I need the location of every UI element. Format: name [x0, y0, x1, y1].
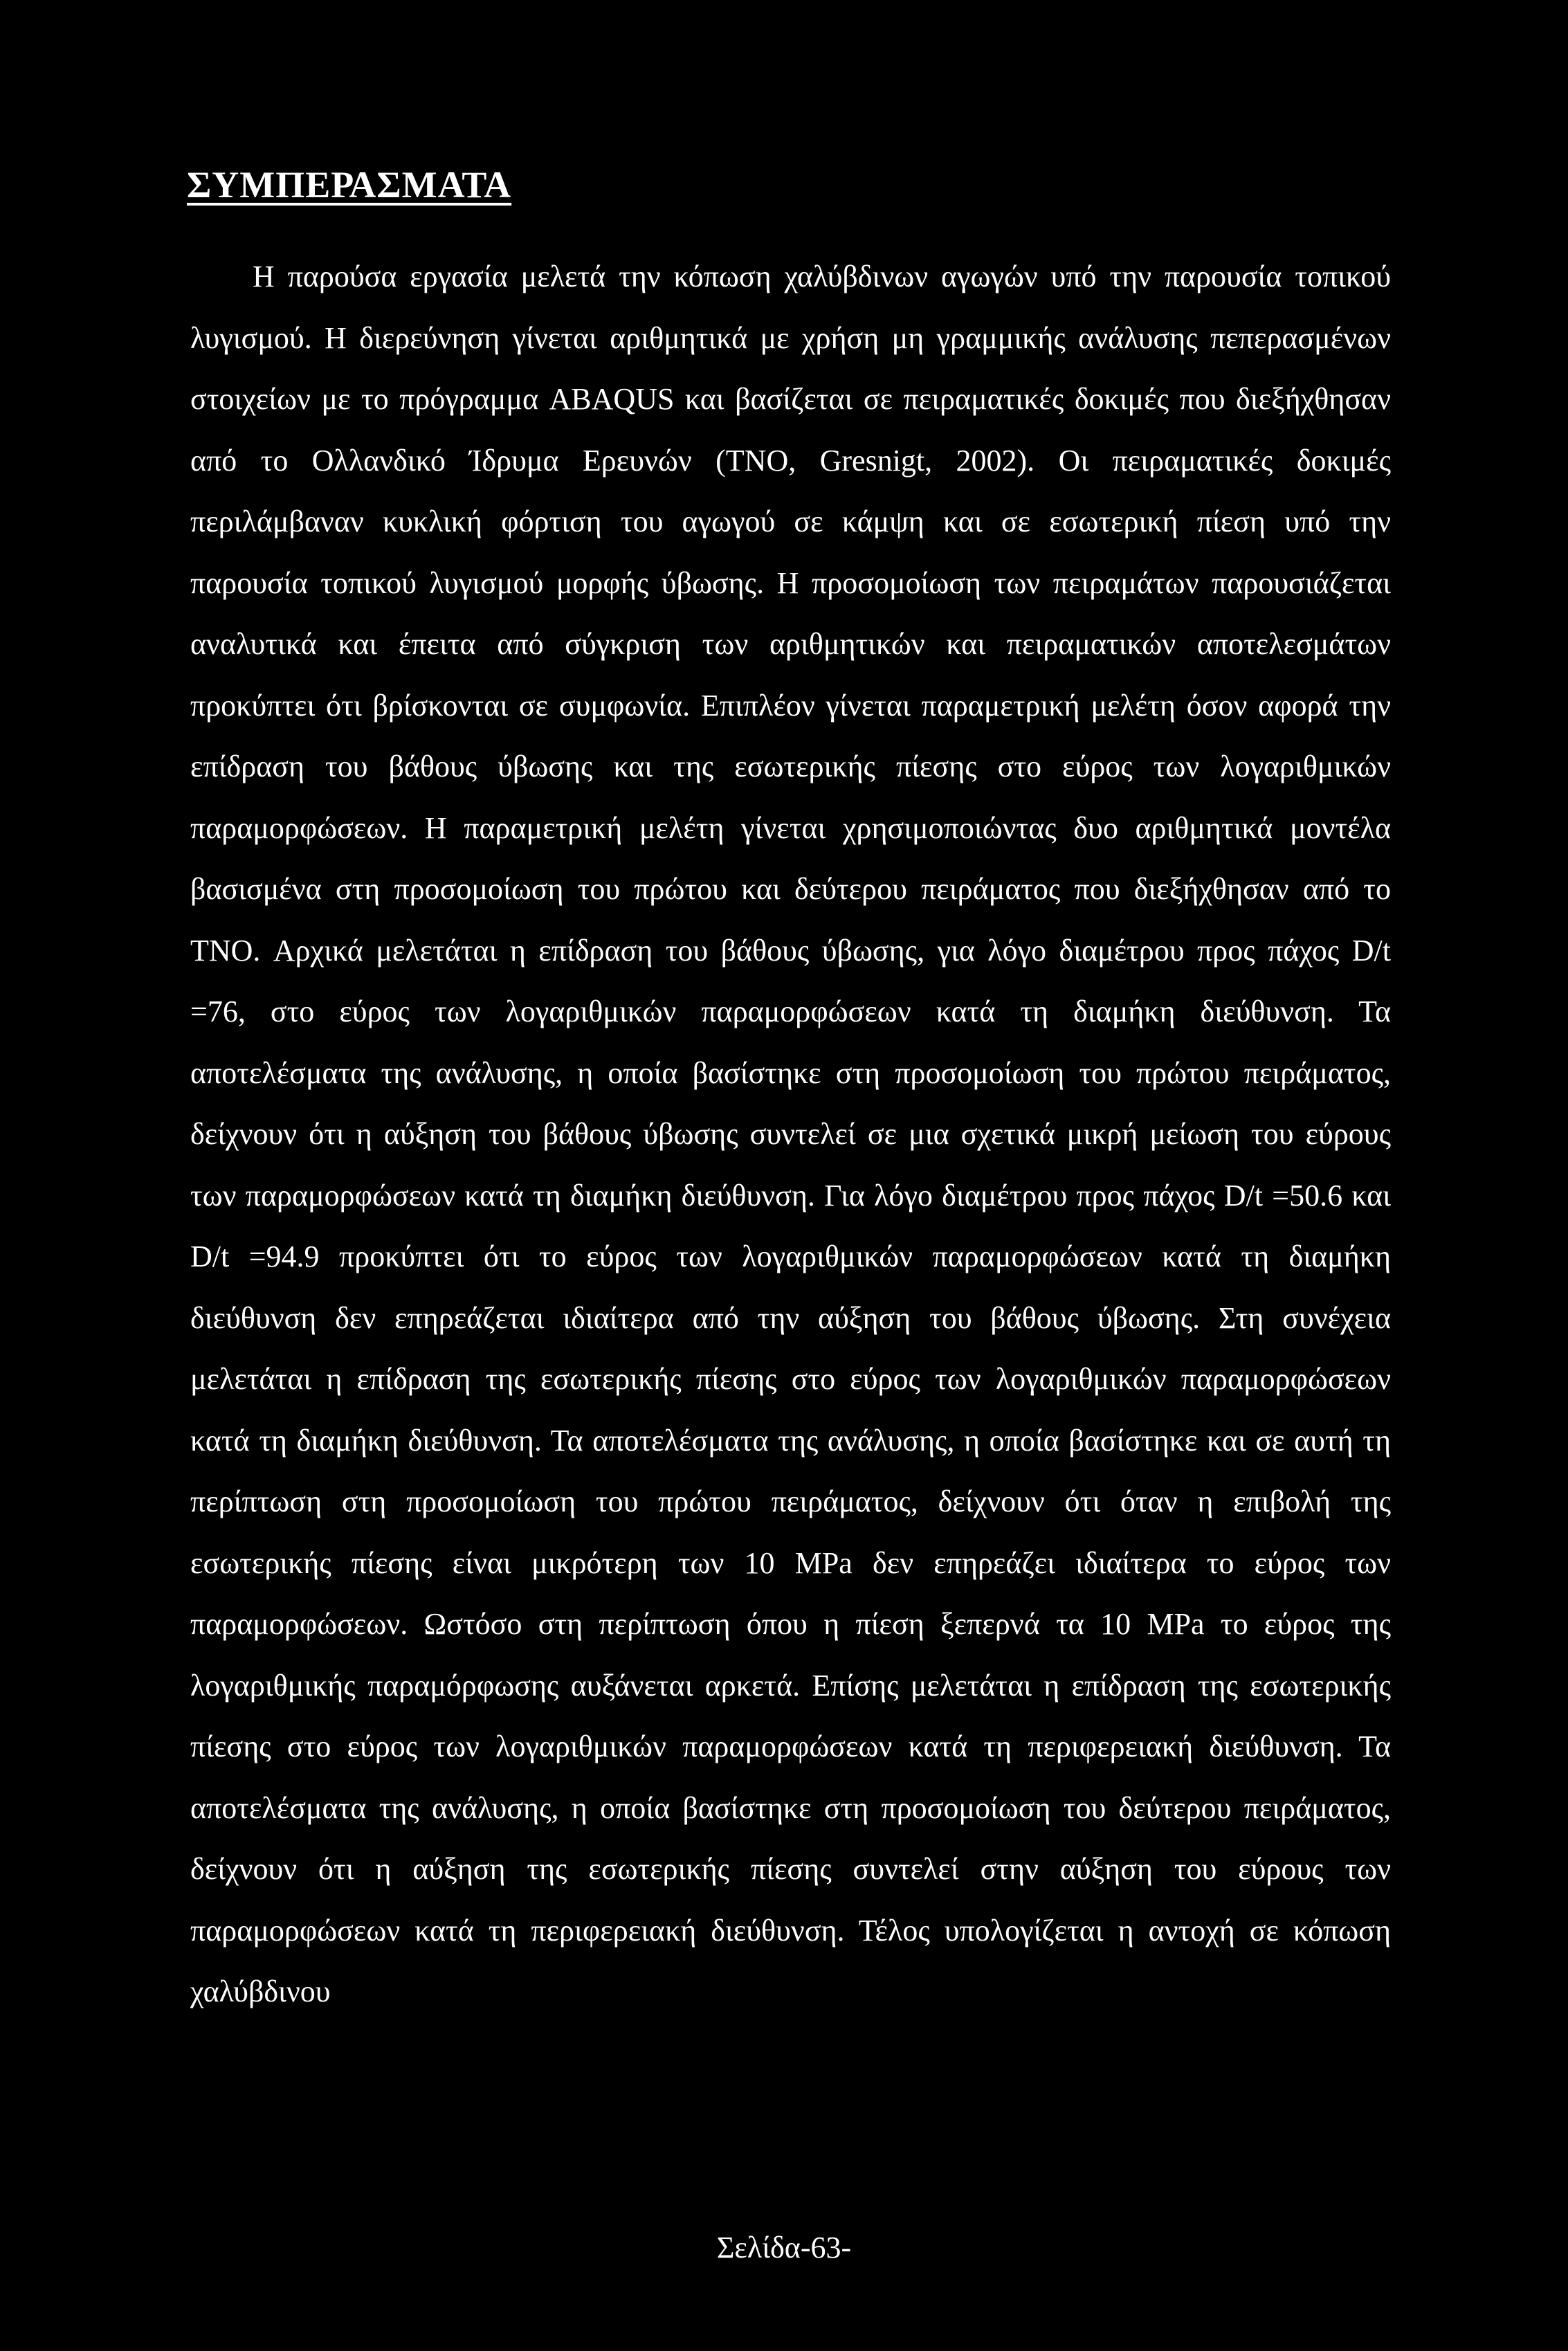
page-number: Σελίδα-63- — [716, 2231, 852, 2264]
section-heading: ΣΥΜΠΕΡΑΣΜΑΤΑ — [187, 164, 512, 206]
conclusions-paragraph: Η παρούσα εργασία μελετά την κόπωση χαλύβδινων αγωγών υπό την παρουσία τοπικού λυγισμού. Η διερεύνηση γίνεται αριθμητικά με χρήση μη γραμμικής ανάλυσης πεπερασμένων στοιχείων με το πρόγραμμα ABAQUS και βασίζεται σε πειραματικές δοκιμές που διεξήχθησαν από το Ολλανδικό Ίδρυμα Ερευνών (TNO, Gresnigt, 2002). Οι πειραματικές δοκιμές περιλάμβαναν κυκλική φόρτιση του αγωγού σε κάμψη και σε εσωτερική πίεση υπό την παρουσία τοπικού λυγισμού μορφής ύβωσης. Η προσομοίωση των πειραμάτων παρουσιάζεται αναλυτικά και έπειτα από σύγκριση των αριθμητικών και πειραματικών αποτελεσμάτων προκύπτει ότι βρίσκονται σε συμφωνία. Επιπλέον γίνεται παραμετρική μελέτη όσον αφορά την επίδραση του βάθους ύβωσης και της εσωτερικής πίεσης στο εύρος των λογαριθμικών παραμορφώσεων. Η παραμετρική μελέτη γίνεται χρησιμοποιώντας δυο αριθμητικά μοντέλα βασισμένα στη προσομοίωση του πρώτου και δεύτερου πειράματος που διεξήχθησαν από το TNO. Αρχικά μελετάται η επίδραση του βάθους ύβωσης, για λόγο διαμέτρου προς πάχος D/t =76, στο εύρος των λογαριθμικών παραμορφώσεων κατά τη διαμήκη διεύθυνση. Τα αποτελέσματα της ανάλυσης, η οποία βασίστηκε στη προσομοίωση του πρώτου πειράματος, δείχνουν ότι η αύξηση του βάθους ύβωσης συντελεί σε μια σχετικά μικρή μείωση του εύρους των παραμορφώσεων κατά τη διαμήκη διεύθυνση. Για λόγο διαμέτρου προς πάχος D/t =50.6 και D/t =94.9 προκύπτει ότι το εύρος των λογαριθμικών παραμορφώσεων κατά τη διαμήκη διεύθυνση δεν επηρεάζεται ιδιαίτερα από την αύξηση του βάθους ύβωσης. Στη συνέχεια μελετάται η επίδραση της εσωτερικής πίεσης στο εύρος των λογαριθμικών παραμορφώσεων κατά τη διαμήκη διεύθυνση. Τα αποτελέσματα της ανάλυσης, η οποία βασίστηκε και σε αυτή τη περίπτωση στη προσομοίωση του πρώτου πειράματος, δείχνουν ότι όταν η επιβολή της εσωτερικής πίεσης είναι μικρότερη των 10 MPa δεν επηρεάζει ιδιαίτερα το εύρος των παραμορφώσεων. Ωστόσο στη περίπτωση όπου η πίεση ξεπερνά τα 10 MPa το εύρος της λογαριθμικής παραμόρφωσης αυξάνεται αρκετά. Επίσης μελετάται η επίδραση της εσωτερικής πίεσης στο εύρος των λογαριθμικών παραμορφώσεων κατά τη περιφερειακή διεύθυνση. Τα αποτελέσματα της ανάλυσης, η οποία βασίστηκε στη προσομοίωση του δεύτερου πειράματος, δείχνουν ότι η αύξηση της εσωτερικής πίεσης συντελεί στην αύξηση του εύρους των παραμορφώσεων κατά τη περιφερειακή διεύθυνση. Τέλος υπολογίζεται η αντοχή σε κόπωση χαλύβδινου — [190, 260, 1391, 2008]
body-text — [190, 246, 1391, 2023]
